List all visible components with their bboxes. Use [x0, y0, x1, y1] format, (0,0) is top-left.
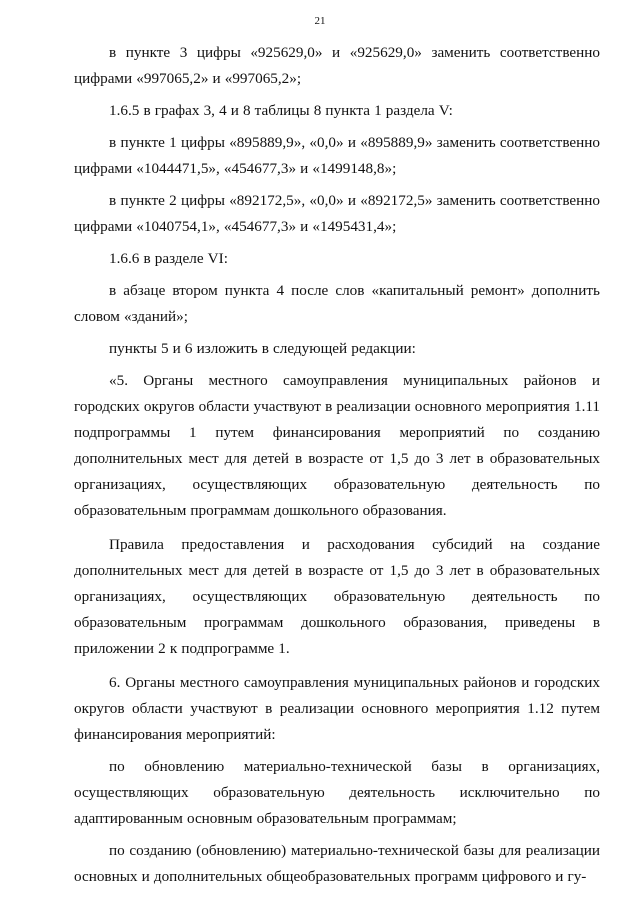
paragraph-3: в пункте 1 цифры «895889,9», «0,0» и «895889,9» заменить соответственно цифрами «1044471,5», «454677,3» и «1499148,8»;	[74, 134, 600, 177]
paragraph-4: в пункте 2 цифры «892172,5», «0,0» и «892172,5» заменить соответственно цифрами «1040754,1», «454677,3» и «1495431,4»;	[74, 192, 600, 235]
paragraph-8: «5. Органы местного самоуправления муниципальных районов и городских округов области участвуют в реализации основного мероприятия 1.11 подпрограммы 1 путем финансирования мероприятий по созданию дополнительных мест для детей в возрасте от 1,5 до 3 лет в образовательных организациях, осуществляющих образовательную деятельность по образовательным программам дошкольного образования.	[74, 372, 600, 519]
paragraph-1: в пункте 3 цифры «925629,0» и «925629,0» заменить соответственно цифрами «997065,2» и «997065,2»;	[74, 44, 600, 87]
paragraph-2: 1.6.5 в графах 3, 4 и 8 таблицы 8 пункта 1 раздела V:	[109, 102, 453, 119]
paragraph-6: в абзаце втором пункта 4 после слов «капитальный ремонт» дополнить словом «зданий»;	[74, 282, 600, 325]
paragraph-7: пункты 5 и 6 изложить в следующей редакции:	[109, 340, 416, 357]
page-number: 21	[314, 15, 326, 27]
document-body	[74, 40, 600, 890]
paragraph-11: по обновлению материально-технической базы в организациях, осуществляющих образовательную деятельность исключительно по адаптированным основным образовательным программам;	[74, 758, 600, 827]
paragraph-12: по созданию (обновлению) материально-технической базы для реализации основных и дополнительных общеобразовательных программ цифрового и гу-	[74, 842, 600, 885]
paragraph-10: 6. Органы местного самоуправления муниципальных районов и городских округов области участвуют в реализации основного мероприятия 1.12 путем финансирования мероприятий:	[74, 674, 600, 743]
paragraph-5: 1.6.6 в разделе VI:	[109, 250, 228, 267]
paragraph-9: Правила предоставления и расходования субсидий на создание дополнительных мест для детей в возрасте от 1,5 до 3 лет в образовательных организациях, осуществляющих образовательную деятельность по образовательным программам дошкольного образования, приведены в приложении 2 к подпрограмме 1.	[74, 536, 600, 657]
